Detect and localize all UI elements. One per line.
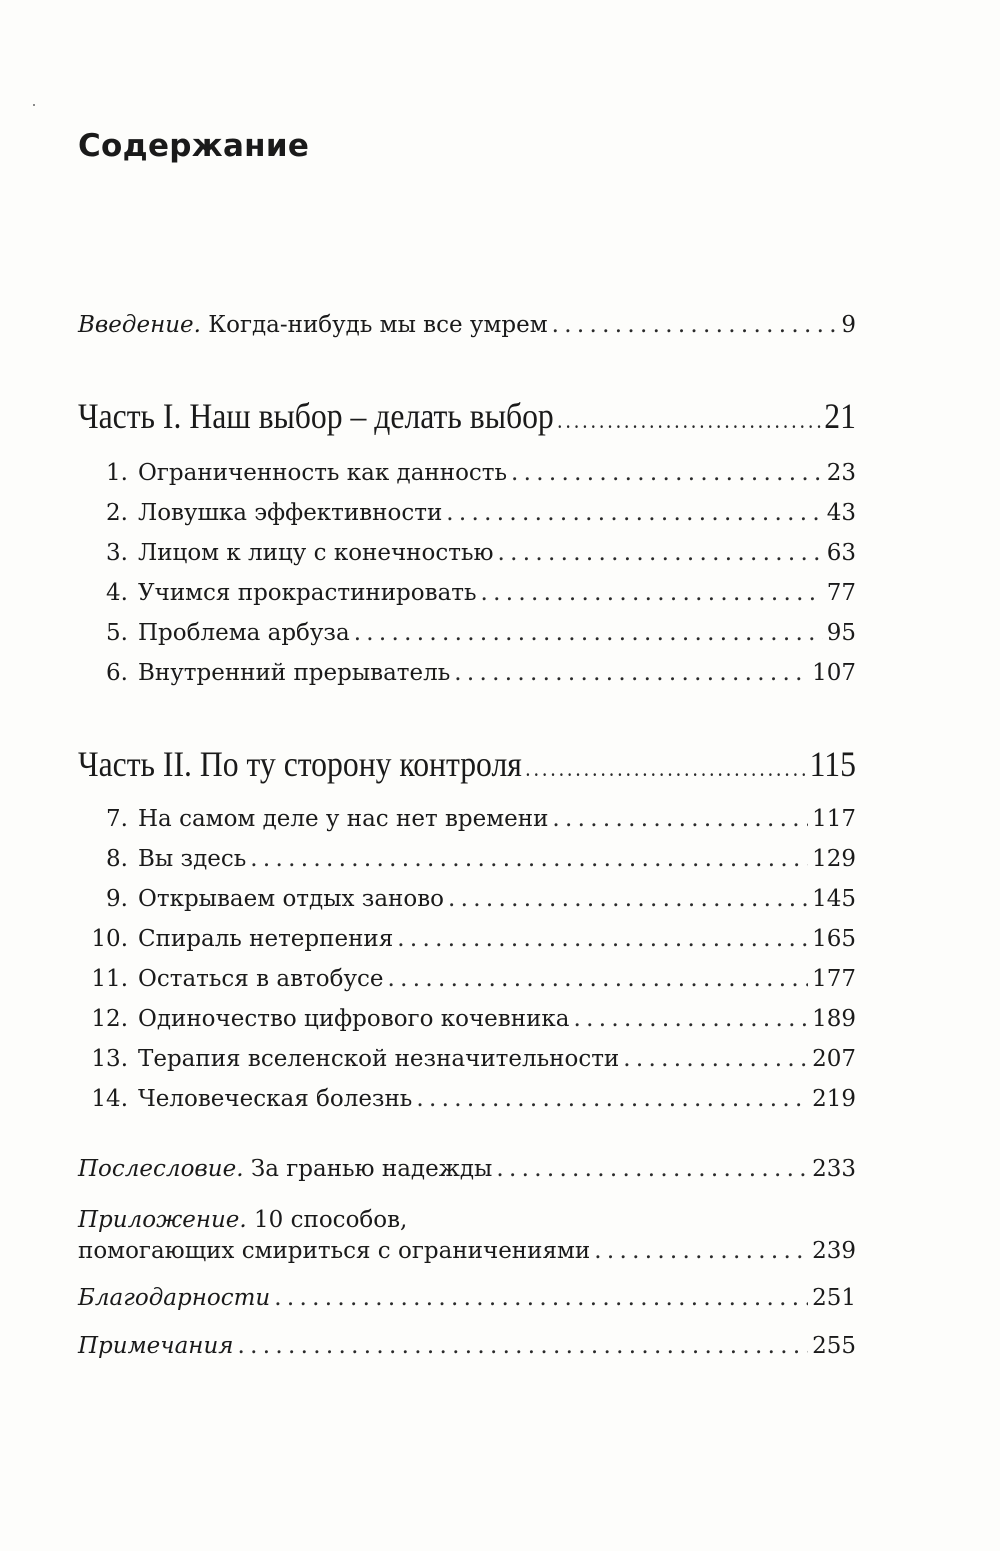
acknowledgements-page: 251 (812, 1285, 856, 1311)
chapter-title: Проблема арбуза (138, 620, 350, 646)
chapter-number: 4. (106, 580, 128, 606)
part2-title: Часть II. По ту сторону контроля (78, 744, 522, 784)
toc-chapter-2[interactable] (78, 502, 856, 525)
afterword-label-italic: Послесловие. (78, 1156, 244, 1182)
toc-entry-acknowledgements[interactable] (78, 1287, 856, 1310)
chapter-title: Вы здесь (138, 846, 247, 872)
dot-leader (552, 808, 808, 831)
intro-label: Когда-нибудь мы все умрем (208, 312, 548, 338)
dot-leader (498, 542, 823, 565)
dot-leader (354, 622, 823, 645)
appendix-label-italic: Приложение. (78, 1207, 247, 1233)
chapter-number: 3. (106, 540, 128, 566)
chapter-title: Спираль нетерпения (138, 926, 394, 952)
chapter-number: 14. (91, 1086, 128, 1112)
chapter-page: 43 (826, 500, 856, 526)
toc-part-2[interactable] (78, 746, 856, 782)
dot-leader (623, 1048, 808, 1071)
toc-entry-notes[interactable] (78, 1335, 856, 1358)
acknowledgements-label: Благодарности (78, 1285, 271, 1311)
part1-page: 21 (824, 396, 856, 436)
chapter-number: 8. (106, 846, 128, 872)
toc-chapter-4[interactable] (78, 582, 856, 605)
appendix-label-line1: 10 способов, (254, 1207, 408, 1233)
chapter-page: 23 (826, 460, 856, 486)
toc-chapter-14[interactable] (78, 1088, 856, 1111)
notes-page: 255 (812, 1333, 856, 1359)
chapter-page: 189 (812, 1006, 856, 1032)
toc-chapter-9[interactable] (78, 888, 856, 911)
dot-leader (552, 314, 838, 337)
chapter-page: 207 (812, 1046, 856, 1072)
chapter-title: На самом деле у нас нет времени (138, 806, 549, 832)
chapter-title: Человеческая болезнь (138, 1086, 413, 1112)
toc-chapter-1[interactable] (78, 462, 856, 485)
toc-chapter-5[interactable] (78, 622, 856, 645)
chapter-number: 7. (106, 806, 128, 832)
print-speck (33, 104, 35, 106)
chapter-page: 165 (812, 926, 856, 952)
chapter-title: Учимся прокрастинировать (138, 580, 477, 606)
part1-title: Часть I. Наш выбор – делать выбор (78, 396, 554, 436)
toc-entry-afterword[interactable] (78, 1158, 856, 1181)
dot-leader (557, 398, 820, 434)
appendix-page: 239 (812, 1238, 856, 1264)
chapter-page: 117 (812, 806, 856, 832)
toc-entry-appendix[interactable] (78, 1240, 856, 1263)
dot-leader (454, 662, 808, 685)
toc-chapter-7[interactable] (78, 808, 856, 831)
dot-leader (238, 1335, 809, 1358)
afterword-page: 233 (812, 1156, 856, 1182)
dot-leader (397, 928, 808, 951)
dot-leader (525, 746, 806, 782)
chapter-number: 6. (106, 660, 128, 686)
chapter-number: 12. (91, 1006, 128, 1032)
toc-part-1[interactable] (78, 398, 856, 434)
chapter-title: Открываем отдых заново (138, 886, 445, 912)
dot-leader (511, 462, 823, 485)
chapter-page: 219 (812, 1086, 856, 1112)
dot-leader (416, 1088, 808, 1111)
toc-chapter-6[interactable] (78, 662, 856, 685)
chapter-title: Ограниченность как данность (138, 460, 508, 486)
chapter-page: 107 (812, 660, 856, 686)
toc-chapter-3[interactable] (78, 542, 856, 565)
chapter-page: 177 (812, 966, 856, 992)
appendix-first-line[interactable] (78, 1209, 407, 1232)
toc-entry-intro[interactable] (78, 314, 856, 337)
chapter-number: 10. (91, 926, 128, 952)
chapter-title: Терапия вселенской незначительности (138, 1046, 620, 1072)
appendix-label-line2: помогающих смириться с ограничениями (78, 1238, 591, 1264)
chapter-page: 77 (826, 580, 856, 606)
toc-chapter-13[interactable] (78, 1048, 856, 1071)
chapter-title: Остаться в автобусе (138, 966, 384, 992)
dot-leader (388, 968, 809, 991)
dot-leader (481, 582, 823, 605)
chapter-title: Ловушка эффективности (138, 500, 443, 526)
chapter-page: 145 (812, 886, 856, 912)
chapter-page: 129 (812, 846, 856, 872)
toc-chapter-8[interactable] (78, 848, 856, 871)
afterword-label: За гранью надежды (250, 1156, 493, 1182)
chapter-page: 63 (826, 540, 856, 566)
dot-leader (448, 888, 808, 911)
toc-chapter-10[interactable] (78, 928, 856, 951)
toc-chapter-12[interactable] (78, 1008, 856, 1031)
chapter-title: Лицом к лицу с конечностью (138, 540, 494, 566)
chapter-number: 11. (91, 966, 128, 992)
chapter-page: 95 (826, 620, 856, 646)
dot-leader (446, 502, 822, 525)
toc-chapter-11[interactable] (78, 968, 856, 991)
chapter-number: 1. (106, 460, 128, 486)
chapter-number: 9. (106, 886, 128, 912)
page-title: Содержание (78, 128, 310, 164)
dot-leader (574, 1008, 809, 1031)
intro-page: 9 (841, 312, 856, 338)
chapter-number: 13. (91, 1046, 128, 1072)
chapter-title: Внутренний прерыватель (138, 660, 451, 686)
part2-page: 115 (809, 744, 856, 784)
dot-leader (250, 848, 808, 871)
intro-label-italic: Введение. (78, 312, 201, 338)
chapter-number: 5. (106, 620, 128, 646)
notes-label: Примечания (78, 1333, 234, 1359)
dot-leader (496, 1158, 808, 1181)
dot-leader (274, 1287, 808, 1310)
dot-leader (594, 1240, 808, 1263)
chapter-title: Одиночество цифрового кочевника (138, 1006, 570, 1032)
chapter-number: 2. (106, 500, 128, 526)
